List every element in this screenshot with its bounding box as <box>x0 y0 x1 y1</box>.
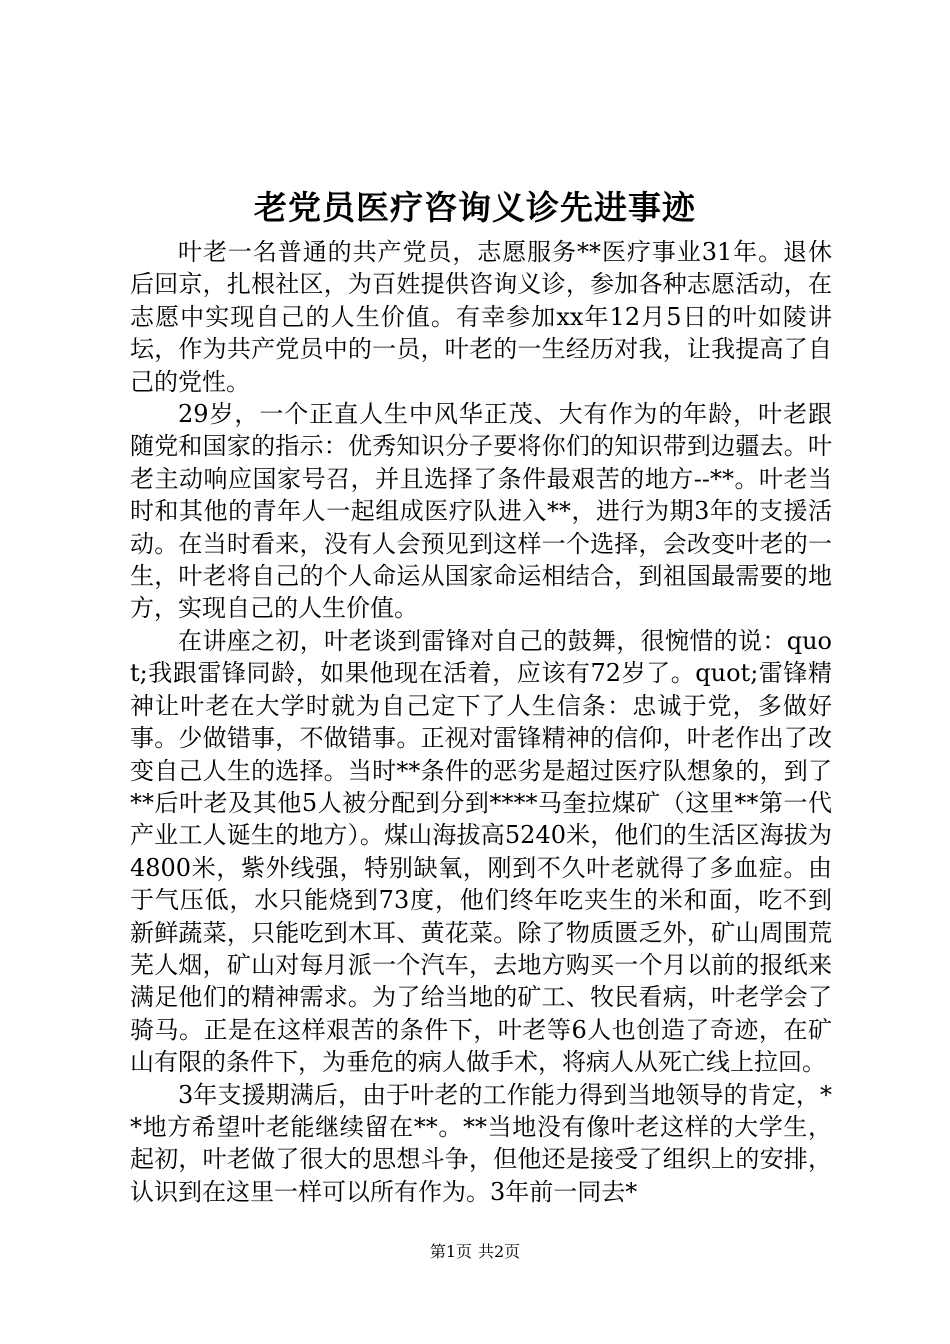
document-title: 老党员医疗咨询义诊先进事迹 <box>254 188 696 227</box>
paragraph-4: 3年支援期满后，由于叶老的工作能力得到当地领导的肯定，**地方希望叶老能继续留在**。**当地没有像叶老这样的大学生，起初，叶老做了很大的思想斗争，但他还是接受了组织上的安排，认识到在这里一样可以所有作为。3年前一同去* <box>130 1080 832 1206</box>
paragraph-2: 29岁，一个正直人生中风华正茂、大有作为的年龄，叶老跟随党和国家的指示：优秀知识分子要将你们的知识带到边疆去。叶老主动响应国家号召，并且选择了条件最艰苦的地方--**。叶老当时和其他的青年人一起组成医疗队进入**，进行为期3年的支援活动。在当时看来，没有人会预见到这样一个选择，会改变叶老的一生，叶老将自己的个人命运从国家命运相结合，到祖国最需要的地方，实现自己的人生价值。 <box>130 400 832 623</box>
paragraph-3: 在讲座之初，叶老谈到雷锋对自己的鼓舞，很惋惜的说：quot;我跟雷锋同龄，如果他现在活着，应该有72岁了。quot;雷锋精神让叶老在大学时就为自己定下了人生信条：忠诚于党，多做好事。少做错事，不做错事。正视对雷锋精神的信仰，叶老作出了改变自己人生的选择。当时**条件的恶劣是超过医疗队想象的，到了**后叶老及其他5人被分配到分到****马奎拉煤矿（这里**第一代产业工人诞生的地方）。煤山海拔高5240米，他们的生活区海拔为4800米，紫外线强，特别缺氧，刚到不久叶老就得了多血症。由于气压低，水只能烧到73度，他们终年吃夹生的米和面，吃不到新鲜蔬菜，只能吃到木耳、黄花菜。除了物质匮乏外，矿山周围荒芜人烟，矿山对每月派一个汽车，去地方购买一个月以前的报纸来满足他们的精神需求。为了给当地的矿工、牧民看病，叶老学会了骑马。正是在这样艰苦的条件下，叶老等6人也创造了奇迹，在矿山有限的条件下，为垂危的病人做手术，将病人从死亡线上拉回。 <box>130 626 832 1077</box>
page-number: 第1页 <box>429 1242 472 1261</box>
document-body <box>130 236 832 1208</box>
page-total: 共2页 <box>478 1242 521 1261</box>
paragraph-1: 叶老一名普通的共产党员，志愿服务**医疗事业31年。退休后回京，扎根社区，为百姓提供咨询义诊，参加各种志愿活动，在志愿中实现自己的人生价值。有幸参加xx年12月5日的叶如陵讲坛，作为共产党员中的一员，叶老的一生经历对我，让我提高了自己的党性。 <box>130 238 832 396</box>
page-footer <box>0 1240 950 1264</box>
